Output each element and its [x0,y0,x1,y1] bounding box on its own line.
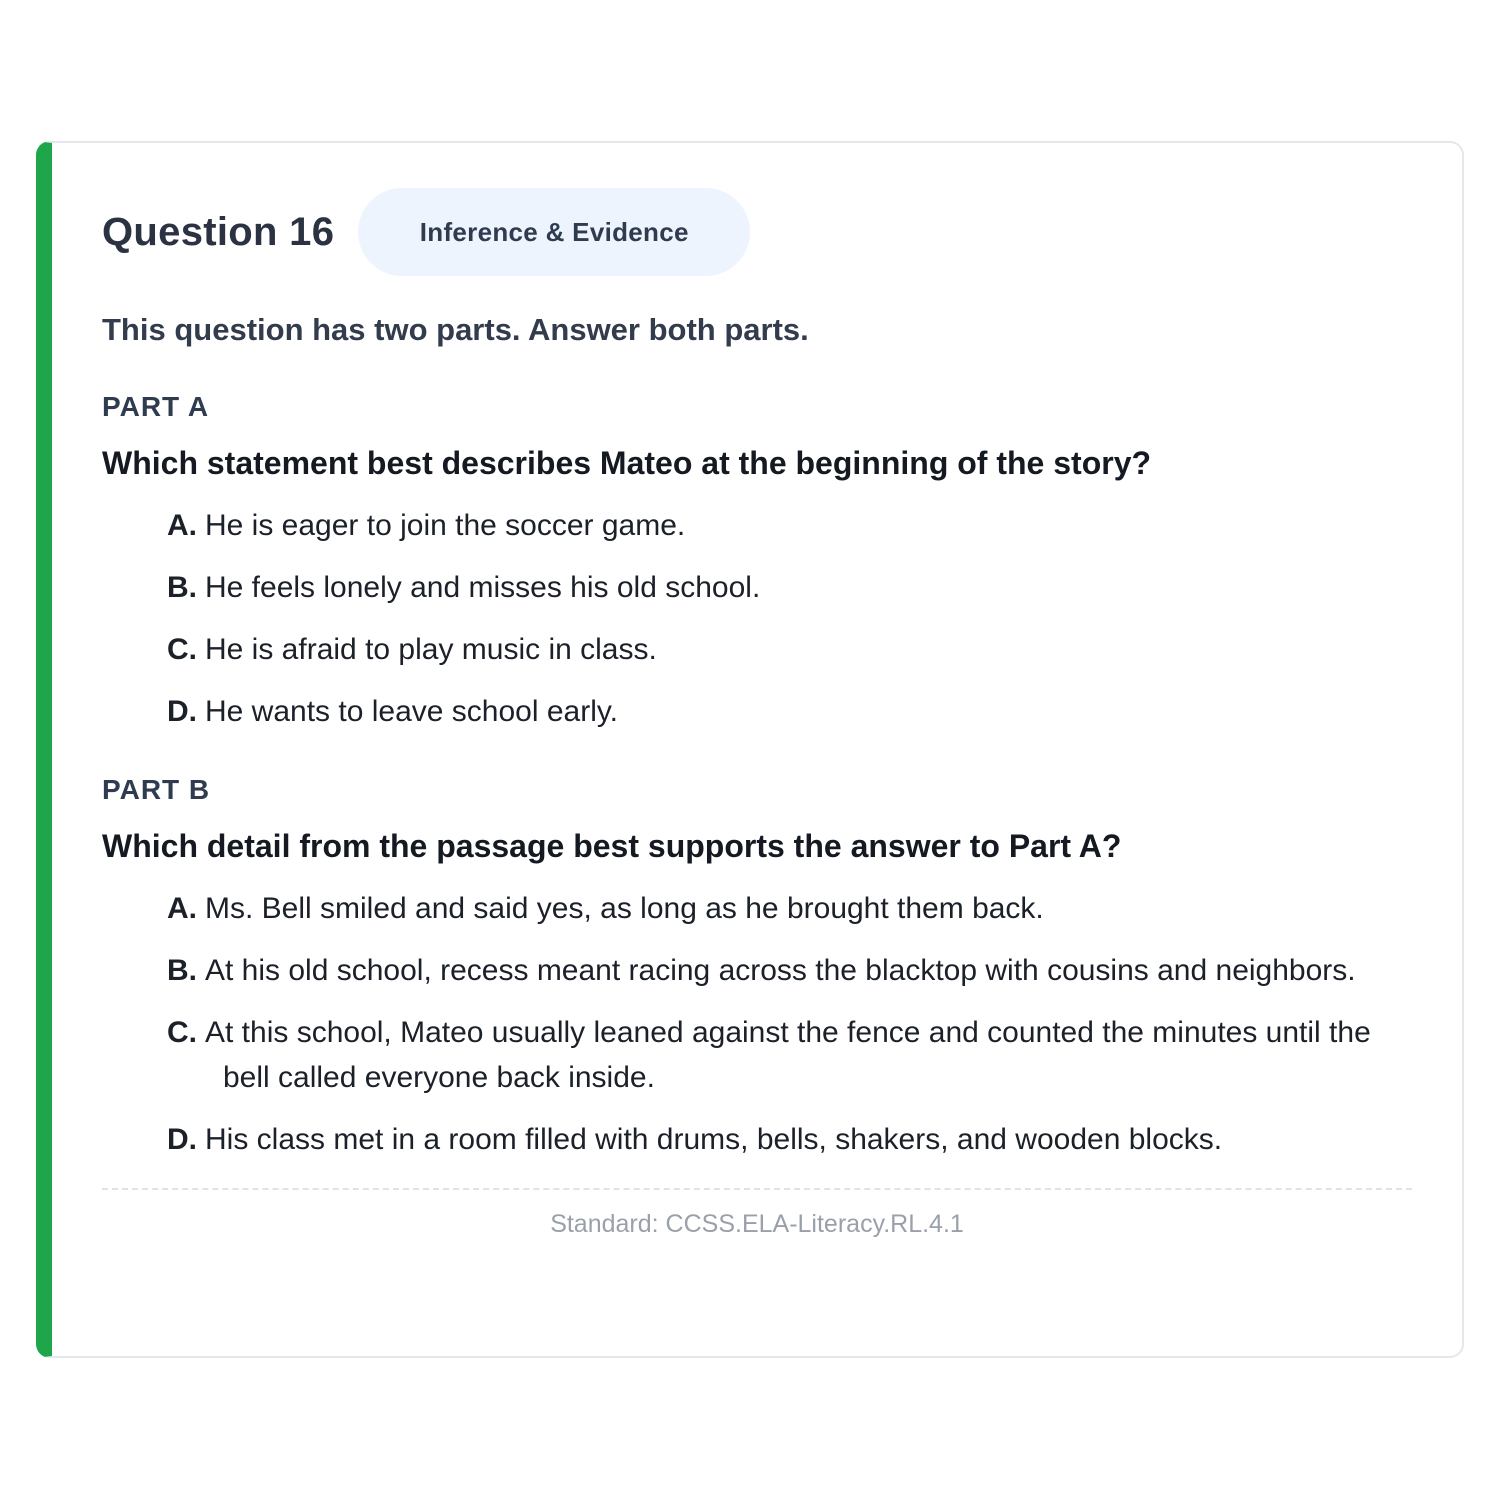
option-text: At this school, Mateo usually leaned against the fence and counted the minutes until the bell called everyone back inside. [205,1016,1371,1094]
part-b-option-a[interactable] [167,886,1403,931]
option-letter: B. [167,571,197,604]
part-a-option-d[interactable] [167,689,1403,734]
part-a-option-a[interactable] [167,503,1403,548]
standard-label: Standard: CCSS.ELA-Literacy.RL.4.1 [550,1210,964,1238]
part-b-options [102,886,1412,1162]
option-text: He feels lonely and misses his old school. [205,571,761,604]
part-b-prompt: Which detail from the passage best supports the answer to Part A? [102,828,1122,864]
option-letter: B. [167,954,197,987]
option-text: He is afraid to play music in class. [205,633,657,666]
option-letter: D. [167,695,197,728]
question-header [102,188,1412,276]
part-a-option-c[interactable] [167,627,1403,672]
option-letter: A. [167,509,197,542]
option-letter: C. [167,633,197,666]
option-text: His class met in a room filled with drums, bells, shakers, and wooden blocks. [205,1123,1223,1156]
part-a-prompt: Which statement best describes Mateo at the beginning of the story? [102,445,1152,481]
part-b-option-b[interactable] [167,948,1403,993]
question-card [36,141,1464,1358]
topic-badge: Inference & Evidence [358,188,750,276]
option-letter: D. [167,1123,197,1156]
option-letter: C. [167,1016,197,1049]
question-content [102,188,1412,1239]
footer-divider [102,1188,1412,1190]
part-b-option-c[interactable] [167,1010,1403,1100]
option-text: Ms. Bell smiled and said yes, as long as he brought them back. [205,892,1044,925]
option-letter: A. [167,892,197,925]
part-b-option-d[interactable] [167,1117,1403,1162]
option-text: He wants to leave school early. [205,695,618,728]
part-a-options [102,503,1412,734]
option-text: He is eager to join the soccer game. [205,509,686,542]
question-title: Question 16 [102,209,335,254]
question-instructions: This question has two parts. Answer both parts. [102,312,809,347]
part-b-label: PART B [102,774,211,805]
part-a-option-b[interactable] [167,565,1403,610]
option-text: At his old school, recess meant racing across the blacktop with cousins and neighbors. [205,954,1356,987]
part-a-label: PART A [102,391,210,422]
